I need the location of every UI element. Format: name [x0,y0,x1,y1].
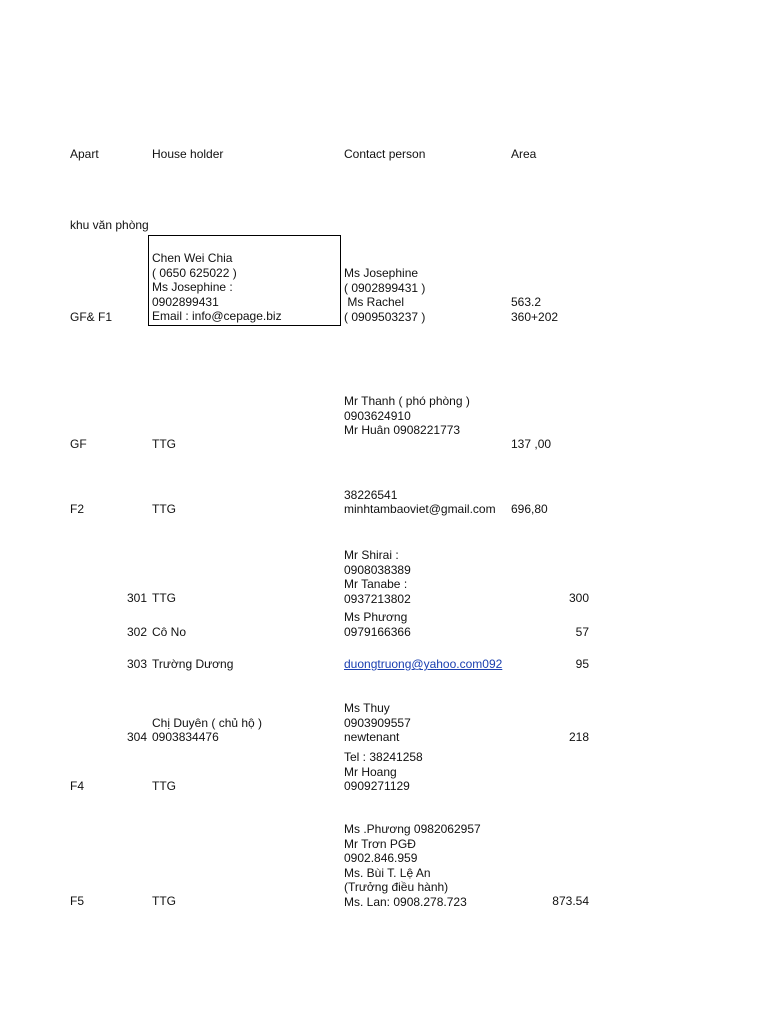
contact-line: Mr Huân 0908221773 [344,423,461,437]
contact-line: 38226541 [344,488,398,502]
area-cell: 57 [575,625,589,639]
contact-line: 0902.846.959 [344,851,418,865]
area-cell: 95 [575,657,589,671]
contact-line: Mr Tanabe : [344,577,408,591]
area-cell: 360+202 [511,309,559,324]
contact-line: 0909271129 [344,779,410,793]
contact-line: Ms. Bùi T. Lệ An [344,865,431,880]
apart-cell: F4 [70,779,85,793]
apart-cell: 301 [126,591,147,605]
holder-line: 0903834476 [152,730,219,744]
contact-line: 0903909557 [344,715,411,730]
apart-cell: 303 [126,657,147,671]
contact-line: Ms Rachel [344,295,405,309]
holder-line: ( 0650 625022 ) [152,265,237,280]
contact-line: 0908038389 [344,562,411,577]
apart-cell: 304 [126,730,147,744]
header-area: Area [511,147,537,161]
contact-line: Tel : 38241258 [344,750,423,764]
area-cell: 137 ,00 [511,437,552,451]
contact-line: newtenant [344,730,400,744]
area-cell: 563.2 [511,295,542,309]
contact-line: Mr Hoang [344,764,397,779]
area-cell: 300 [568,591,589,605]
contact-line: ( 0902899431 ) [344,280,426,295]
header-house-holder: House holder [152,147,224,161]
area-cell: 873.54 [552,894,589,908]
header-contact-person: Contact person [344,147,426,161]
contact-line: (Trưởng điều hành) [344,880,449,894]
header-apart: Apart [70,147,99,161]
section-label: khu văn phòng [70,218,149,232]
holder-line: TTG [152,437,176,451]
holder-line: TTG [152,894,176,908]
contact-line: Ms Thuy [344,701,390,715]
contact-line: Ms Phương [344,610,408,624]
apart-cell: GF& F1 [70,310,113,324]
holder-line: TTG [152,779,176,793]
area-cell: 696,80 [511,502,548,516]
contact-line: 0979166366 [344,624,411,639]
holder-line: Ms Josephine : [152,280,233,294]
holder-line: TTG [152,502,176,516]
holder-line: Chị Duyên ( chủ hộ ) [152,715,263,730]
contact-line: ( 0909503237 ) [344,309,426,324]
apart-cell: F2 [70,502,85,516]
contact-line: Mr Trơn PGĐ [344,836,416,851]
area-cell: 218 [568,730,589,744]
contact-line: Mr Shirai : [344,548,399,562]
holder-email: Email : info@cepage.biz [152,309,282,323]
apart-cell: 302 [126,625,147,639]
contact-line: minhtambaoviet@gmail.com [344,502,496,516]
holder-line: Cô No [152,625,187,639]
contact-line: Ms. Lan: 0908.278.723 [344,894,467,909]
holder-line: 0902899431 [152,294,219,309]
holder-line: TTG [152,591,176,605]
holder-line: Trường Dương [152,657,234,671]
contact-line: Ms .Phương 0982062957 [344,822,481,836]
contact-line: Mr Thanh ( phó phòng ) [344,394,470,408]
contact-line: 0903624910 [344,408,411,423]
apart-cell: F5 [70,894,85,908]
holder-line: Chen Wei Chia [152,251,233,265]
apart-cell: GF [70,437,87,451]
contact-line: Ms Josephine [344,266,419,280]
contact-line: 0937213802 [344,591,411,606]
email-link[interactable]: duongtruong@yahoo.com092 [344,657,503,671]
